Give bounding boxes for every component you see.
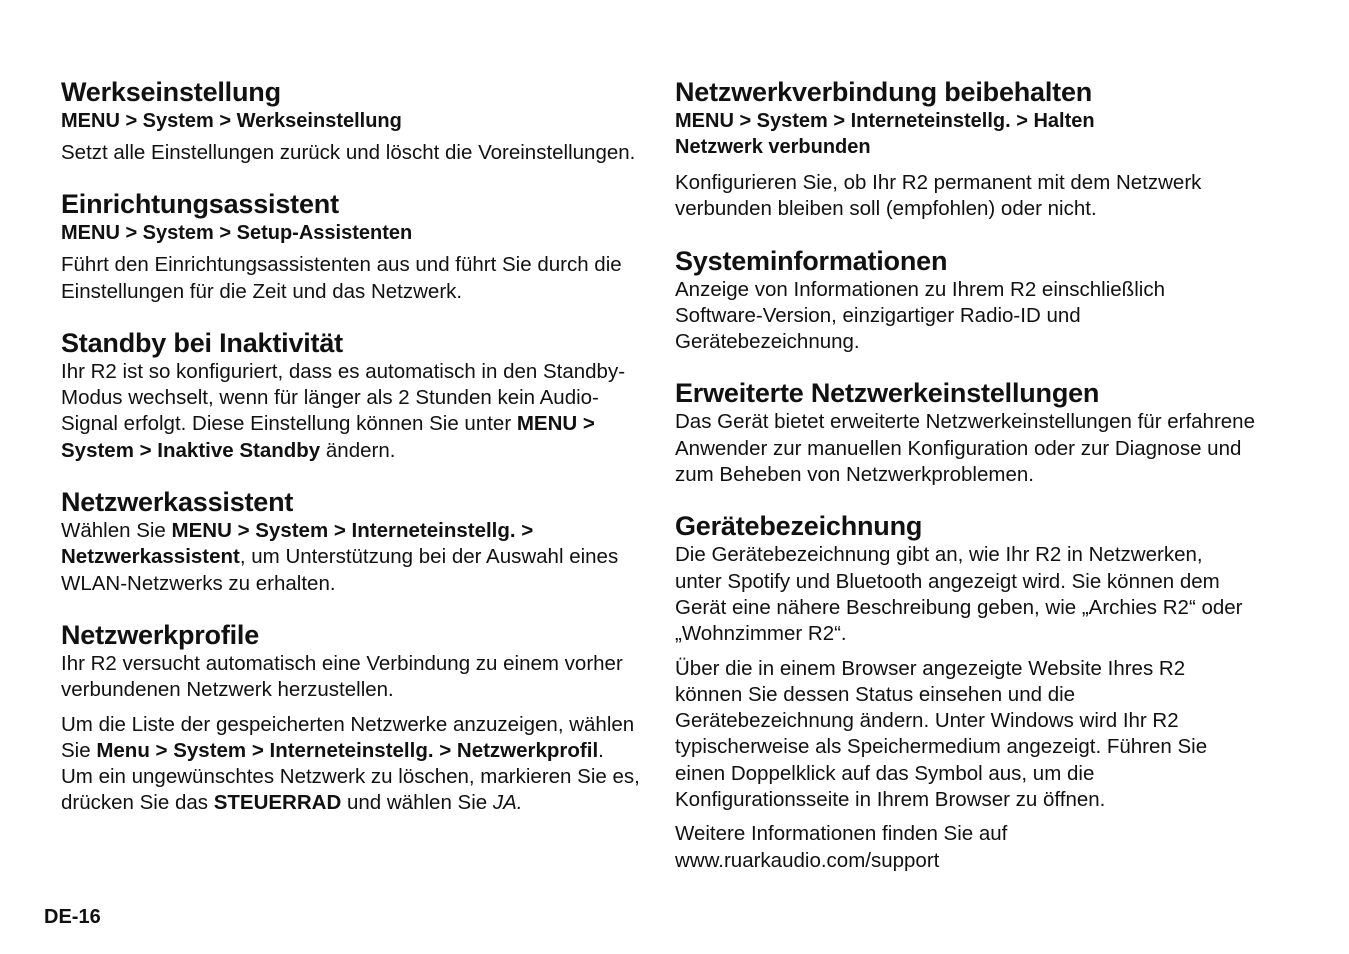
option-name: JA. [492, 791, 523, 815]
text-part: , um Unterstützung bei der Auswahl eines WLAN-Netzwerks zu erhalten. [61, 545, 619, 595]
section-standby [61, 327, 641, 464]
menu-path-inline: MENU > System > Interneteinstellg. > Netzwerkassistent [61, 519, 534, 569]
section-text: Setzt alle Einstellungen zurück und löscht die Voreinstellungen. [61, 141, 636, 164]
section-title: Systeminformationen [675, 245, 948, 276]
section-title: Erweiterte Netzwerkeinstellungen [675, 378, 1100, 409]
text-part: und wählen Sie [341, 791, 493, 815]
text-part: Ihr R2 ist so konfiguriert, dass es automatisch in den Standby-Modus wechselt, wenn für länger als 2 Stunden kein Audio-Signal erfolgt. Diese Einstellung können Sie unter [61, 359, 626, 436]
section-title: Gerätebezeichnung [675, 511, 923, 542]
section-text: Konfigurieren Sie, ob Ihr R2 permanent mit dem Netzwerk verbunden bleiben soll (empfohlen) oder nicht. [675, 171, 1202, 221]
page-number: DE-16 [44, 906, 101, 928]
section-netzwerkprofile [61, 619, 641, 817]
text-part: Wählen Sie [61, 519, 172, 543]
section-title: Netzwerkprofile [61, 619, 260, 650]
section-text: Anzeige von Informationen zu Ihrem R2 einschließlich Software-Version, einzigartiger Radio-ID und Gerätebezeichnung. [675, 277, 1165, 354]
section-werkseinstellung [61, 76, 641, 166]
section-netzwerkverbindung [675, 76, 1275, 223]
menu-path: MENU > System > Setup-Assistenten [61, 222, 413, 245]
control-name: STEUERRAD [213, 791, 342, 815]
section-title: Netzwerkassistent [61, 487, 294, 518]
menu-path-inline: MENU > System > Inaktive Standby [61, 412, 595, 462]
text-part: Um die Liste der gespeicherten Netzwerke anzuzeigen, wählen Sie [61, 712, 635, 762]
menu-path: MENU > System > Interneteinstellg. > Halten Netzwerk verbunden [675, 110, 1095, 158]
section-text [61, 712, 641, 817]
text-part: ändern. [320, 438, 396, 462]
section-geraetebezeichnung [675, 510, 1275, 874]
section-systeminformationen [675, 245, 1275, 356]
section-title: Werkseinstellung [61, 77, 281, 107]
section-text [61, 359, 641, 464]
left-column [61, 76, 641, 839]
section-title: Einrichtungsassistent [61, 189, 339, 220]
section-text: Ihr R2 versucht automatisch eine Verbindung zu einem vorher verbundenen Netzwerk herzustellen. [61, 651, 623, 702]
menu-path-inline: Menu > System > Interneteinstellg. > Netzwerkprofil [96, 738, 599, 762]
right-column [675, 76, 1275, 896]
section-text [61, 518, 641, 597]
section-title: Netzwerkverbindung beibehalten [675, 77, 1093, 107]
section-text: Über die in einem Browser angezeigte Website Ihres R2 können Sie dessen Status einsehen und die Gerätebezeichnung ändern. Unter Windows wird Ihr R2 typischerweise als Speichermedium angezeigt. Führen Sie einen Doppelklick auf das Symbol aus, um die Konfigurationsseite in Ihrem Browser zu öffnen. [675, 656, 1208, 812]
text-part: . Um ein ungewünschtes Netzwerk zu löschen, markieren Sie es, drücken Sie das [61, 738, 640, 815]
section-text: Die Gerätebezeichnung gibt an, wie Ihr R2 in Netzwerken, unter Spotify und Bluetooth angezeigt wird. Sie können dem Gerät eine nähere Beschreibung geben, wie „Archies R2“ oder „Wohnzimmer R2“. [675, 543, 1243, 646]
section-text: Das Gerät bietet erweiterte Netzwerkeinstellungen für erfahrene Anwender zur manuellen Konfiguration oder zur Diagnose und zum Beheben von Netzwerkproblemen. [675, 410, 1255, 487]
section-netzwerkassistent [61, 486, 641, 597]
menu-path: MENU > System > Werkseinstellung [61, 110, 402, 132]
section-erweiterte-netzwerk [675, 377, 1275, 488]
section-einrichtungsassistent [61, 188, 641, 305]
section-text: Führt den Einrichtungsassistenten aus und führt Sie durch die Einstellungen für die Zeit und das Netzwerk. [61, 253, 622, 303]
section-text: Weitere Informationen finden Sie auf www.ruarkaudio.com/support [675, 822, 1008, 872]
section-title: Standby bei Inaktivität [61, 327, 343, 358]
